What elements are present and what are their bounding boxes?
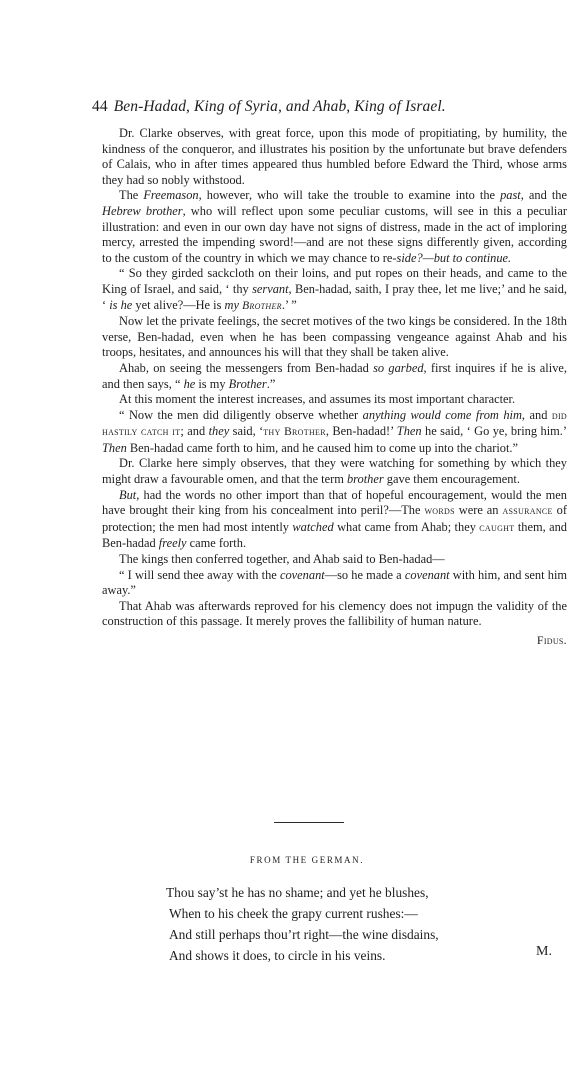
poem-signature: M. [536, 944, 552, 959]
article-body [102, 126, 567, 649]
scripture-quote: “ Now the men did diligently observe whether anything would come from him, and did hastily catch it; and they said, ‘thy Brother, Ben-hadad!’ Then he said, ‘ Go ye, bring him.’ Then Ben-hadad came forth to him, and he caused him to come up into the chariot.” [102, 407, 567, 455]
paragraph: At this moment the interest increases, and assumes its most important character. [119, 392, 516, 407]
running-header [92, 98, 572, 118]
paragraph: The Freemason, however, who will take the trouble to examine into the past, and the Hebrew brother, who will reflect upon some peculiar customs, will see in this a peculiar illustration: and even in our own day have not signs of distress, made in the act of imploring mercy, arrested the impending sword!—and are not these signs differently given, according to the custom of the country in which we may chance to re-side?—but to continue. [102, 188, 567, 265]
running-title: Ben-Hadad, King of Syria, and Ahab, King of Israel. [113, 98, 446, 115]
scripture-quote: “ I will send thee away with the covenant—so he made a covenant with him, and sent him away.” [102, 567, 568, 598]
poem [166, 882, 566, 966]
poem-line: Thou say’st he has no shame; and yet he blushes, [166, 885, 429, 900]
paragraph: Now let the private feelings, the secret motives of the two kings be considered. In the 18th verse, Ben-hadad, even when he has been compassing vengeance against Ahab and his troops, hesitates, and announces his will that they shall be taken alive. [102, 314, 568, 360]
poem-title: FROM THE GERMAN. [249, 855, 365, 865]
paragraph: The kings then conferred together, and Ahab said to Ben-hadad— [119, 552, 445, 567]
paragraph: But, had the words no other import than that of hopeful encouragement, would the men have brought their king from his concealment into peril?—The words were an assurance of protection; the men had most intently watched what came from Ahab; they caught them, and Ben-hadad freely came forth. [102, 487, 567, 551]
poem-line: And still perhaps thou’rt right—the wine disdains, [169, 927, 439, 942]
poem-line: And shows it does, to circle in his veins. [169, 948, 386, 963]
page-number: 44 [92, 98, 108, 115]
article-signature: Fidus. [536, 633, 567, 647]
paragraph: That Ahab was afterwards reproved for his clemency does not impugn the validity of the construction of this passage. It merely proves the fallibility of human nature. [102, 598, 567, 629]
paragraph: Dr. Clarke observes, with great force, upon this mode of propitiating, by humility, the kindness of the conqueror, and illustrates his position by the unfortunate but brave defenders of Calais, who in after times appeared thus humbled before Edward the Third, whose arms they had so nobly withstood. [102, 126, 567, 187]
poem-line: When to his cheek the grapy current rushes:— [169, 906, 418, 921]
paragraph: Ahab, on seeing the messengers from Ben-hadad so garbed, first inquires if he is alive, and then says, “ he is my Brother.” [102, 360, 567, 391]
scripture-quote: “ So they girded sackcloth on their loins, and put ropes on their heads, and came to the King of Israel, and said, ‘ thy servant, Ben-hadad, saith, I pray thee, let me live;’ and he said, ‘ is he yet alive?—He is my Brother.’ ” [102, 266, 567, 312]
paragraph: Dr. Clarke here simply observes, that they were watching for something by which they might draw a favourable omen, and that the term brother gave them encouragement. [102, 456, 567, 487]
section-divider [274, 822, 344, 823]
